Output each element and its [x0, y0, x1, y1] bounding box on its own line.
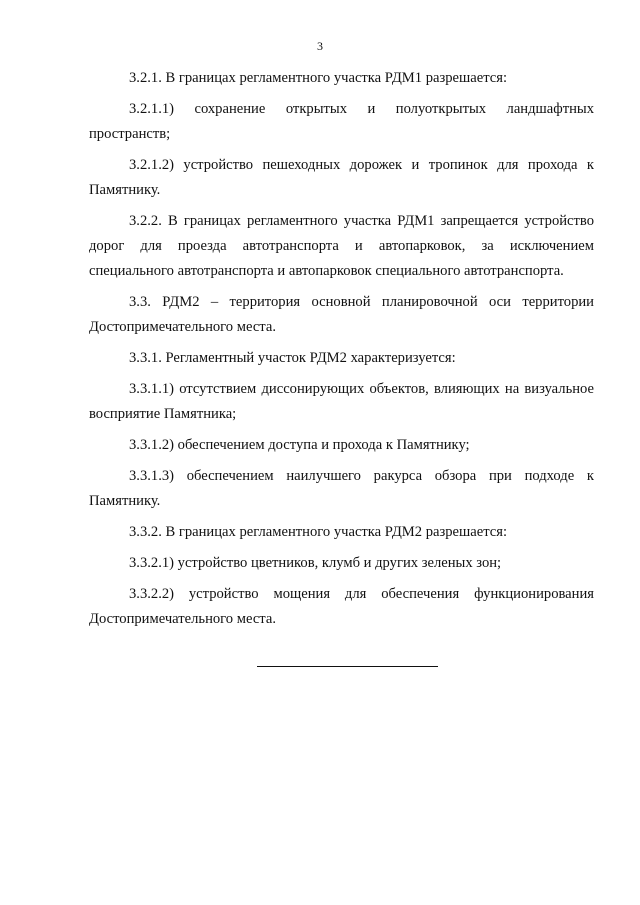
clause-3-3-1-3: 3.3.1.3) обеспечением наилучшего ракурса обзора при подходе к Памятнику. — [89, 468, 594, 509]
clause-3-3-2-2: 3.3.2.2) устройство мощения для обеспечения функционирования Достопримечательного места. — [89, 586, 594, 627]
document-body — [89, 66, 594, 632]
clause-3-3: 3.3. РДМ2 – территория основной планировочной оси территории Достопримечательного места. — [89, 294, 594, 335]
page-number: 3 — [317, 39, 323, 53]
clause-3-3-2: 3.3.2. В границах регламентного участка РДМ2 разрешается: — [129, 524, 507, 540]
clause-3-2-1: 3.2.1. В границах регламентного участка РДМ1 разрешается: — [129, 70, 507, 86]
clause-3-3-2-1: 3.3.2.1) устройство цветников, клумб и других зеленых зон; — [129, 555, 502, 571]
closing-rule — [257, 666, 438, 667]
clause-3-2-1-1: 3.2.1.1) сохранение открытых и полуоткрытых ландшафтных пространств; — [89, 101, 594, 142]
clause-3-3-1-1: 3.3.1.1) отсутствием диссонирующих объектов, влияющих на визуальное восприятие Памятника; — [89, 381, 594, 422]
clause-3-3-1-2: 3.3.1.2) обеспечением доступа и прохода к Памятнику; — [129, 437, 470, 453]
clause-3-3-1: 3.3.1. Регламентный участок РДМ2 характеризуется: — [129, 350, 456, 366]
clause-3-2-2: 3.2.2. В границах регламентного участка РДМ1 запрещается устройство дорог для проезда автотранспорта и автопарковок, за исключением специального автотранспорта и автопарковок специального автотранспорта. — [89, 213, 594, 279]
clause-3-2-1-2: 3.2.1.2) устройство пешеходных дорожек и тропинок для прохода к Памятнику. — [89, 157, 594, 198]
